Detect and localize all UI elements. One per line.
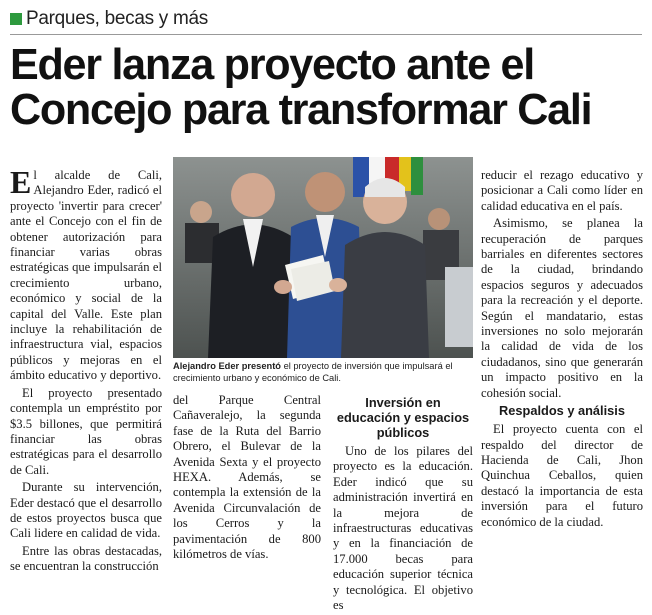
news-photo [173,157,473,358]
article-column-4 [481,168,643,532]
paragraph: Durante su intervención, Eder destacó que el desarrollo de estos proyectos busca que Cali lidere en calidad de vida. [10,480,162,541]
section-square-icon [10,13,22,25]
paragraph: El proyecto presentado contempla un empréstito por $3.5 billones, que permitirá financiar las obras estratégicas para el desarrollo de Cali. [10,385,162,477]
paragraph: Entre las obras destacadas, se encuentran la construcción [10,543,162,574]
headline: Eder lanza proyecto ante el Concejo para transformar Cali [10,40,592,134]
paragraph [10,164,162,384]
paragraph: reducir el rezago educativo y posicionar a Cali como líder en calidad educativa en el país. [481,168,643,213]
paragraph: Uno de los pilares del proyecto es la educación. Eder indicó que su administración invertirá en la mejora de infraestructuras educativas y en la financiación de 17.000 becas para educación superior técnica y tecnológica. El objetivo es [333,444,473,613]
caption-text: el proyecto de inversión que impulsará el crecimiento urbano y económico de Cali. [173,361,453,383]
photo-illustration [173,157,473,358]
dropcap: E [10,164,32,200]
subheading-education: Inversión en educación y espacios públicos [336,395,470,440]
paragraph: del Parque Central Cañaveralejo, la segunda fase de la Ruta del Barrio Obrero, el Bulevar de la Avenida Sexta y el proyecto HEXA. Además, se contempla la extensión de la Avenida Circunvalación de los Cerros y la pavimentación de 800 kilómetros de vías. [173,393,321,562]
section-divider [10,34,642,35]
subheading-support: Respaldos y análisis [499,403,625,419]
photo-caption [173,360,473,384]
paragraph: Asimismo, se planea la recuperación de parques barriales en diferentes sectores de la ciudad, brindando espacios seguros y adecuados para la recreación y el deporte. Según el mandatario, estas inversiones no solo mejorarán la calidad de vida de los ciudadanos, sino que generarán un impacto positivo en la cohesión social. [481,216,643,400]
section-label: Parques, becas y más [26,8,208,29]
paragraph: El proyecto cuenta con el respaldo del director de Hacienda de Cali, Jhon Quinchua Ceballos, quien destacó la importancia de esta inversión para el futuro económico de la ciudad. [481,422,643,529]
caption-lead: Alejandro Eder presentó [173,361,281,371]
article-column-2 [173,393,321,564]
article-column-3 [333,393,473,615]
section-header [10,8,208,30]
paragraph-text: l alcalde de Cali, Alejandro Eder, radicó el proyecto 'invertir para crecer' ante el Concejo con el fin de obtener autorización para financiar varias obras estratégicas que impulsarán el crecimiento urbano, económico y social de la capital del Valle. Este plan incluye la rehabilitación de infraestructura vial, espacios públicos y mejoras en el ámbito educativo y deportivo. [10,168,162,383]
article-column-1 [10,164,162,577]
